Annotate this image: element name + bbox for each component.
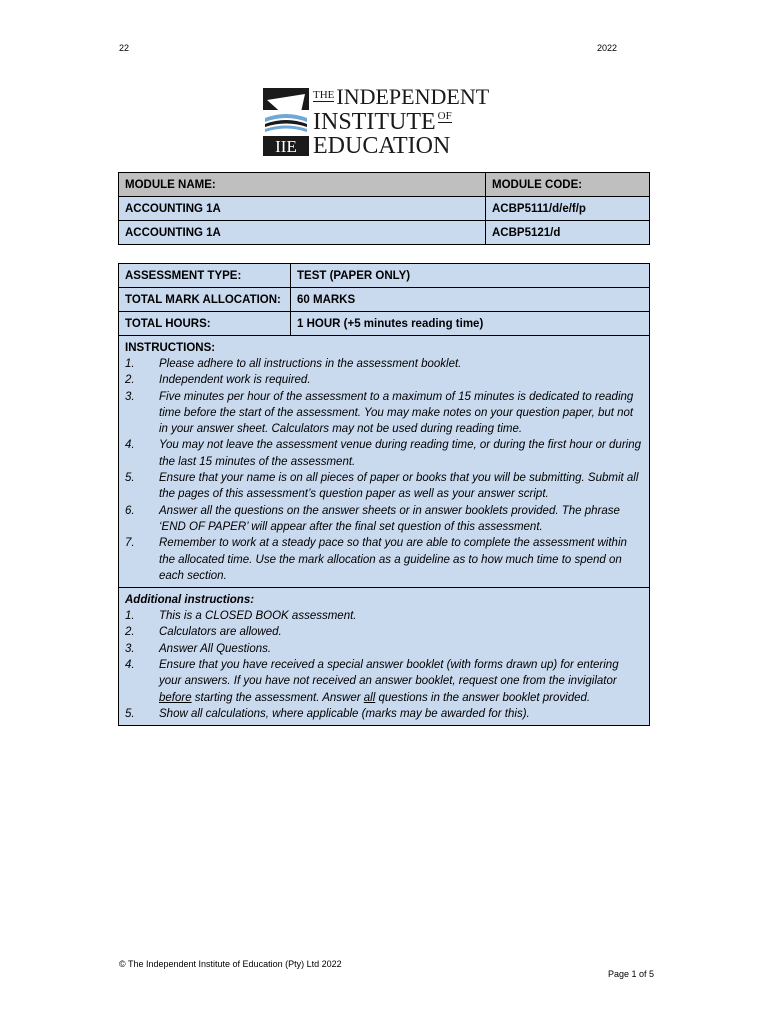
list-number: 5. bbox=[125, 707, 135, 720]
list-text: Independent work is required. bbox=[159, 374, 311, 387]
module-header-row bbox=[119, 173, 650, 197]
instructions-title: INSTRUCTIONS: bbox=[125, 342, 216, 354]
assessment-type-row bbox=[119, 264, 650, 288]
list-number: 2. bbox=[125, 626, 135, 639]
module-code-cell: ACBP5111/d/e/f/p bbox=[486, 197, 650, 221]
list-item bbox=[125, 372, 643, 388]
module-code-header: MODULE CODE: bbox=[486, 173, 650, 197]
list-number: 7. bbox=[125, 537, 135, 550]
list-number: 1. bbox=[125, 358, 135, 370]
mark-allocation-value: 60 MARKS bbox=[291, 288, 650, 312]
instructions-list bbox=[125, 356, 643, 584]
list-text: Remember to work at a steady pace so that you are able to complete the assessment within the allocated time. Use the mark allocation as a guideline as to how much time to spend on each section. bbox=[159, 537, 627, 582]
list-number: 6. bbox=[125, 504, 135, 517]
header-left: 22 bbox=[119, 43, 130, 53]
list-number: 1. bbox=[125, 610, 135, 623]
logo-line3: EDUCATION bbox=[313, 133, 451, 159]
mark-allocation-label: TOTAL MARK ALLOCATION: bbox=[119, 288, 291, 312]
mark-allocation-row bbox=[119, 288, 650, 312]
logo-the: THE bbox=[313, 89, 335, 101]
module-name-cell: ACCOUNTING 1A bbox=[119, 197, 486, 221]
module-name-cell: ACCOUNTING 1A bbox=[119, 221, 486, 245]
list-item bbox=[125, 657, 643, 706]
table-row bbox=[119, 221, 650, 245]
list-number: 5. bbox=[125, 472, 135, 485]
underlined-all: all bbox=[363, 691, 376, 704]
list-text: This is a CLOSED BOOK assessment. bbox=[159, 610, 357, 623]
footer-copyright: © The Independent Institute of Education (Pty) Ltd 2022 bbox=[119, 959, 342, 969]
iie-emblem-icon bbox=[263, 86, 309, 156]
module-table bbox=[118, 172, 650, 245]
list-item bbox=[125, 437, 643, 470]
list-item bbox=[125, 706, 643, 722]
additional-instructions-cell bbox=[119, 588, 650, 726]
additional-instructions-row bbox=[119, 588, 650, 726]
list-number: 4. bbox=[125, 439, 135, 452]
total-hours-label: TOTAL HOURS: bbox=[119, 312, 291, 336]
list-item bbox=[125, 624, 643, 640]
list-number: 3. bbox=[125, 390, 135, 403]
emblem-text: IIE bbox=[275, 137, 297, 156]
additional-instructions-title: Additional instructions: bbox=[125, 594, 255, 607]
list-item bbox=[125, 470, 643, 503]
list-item bbox=[125, 608, 643, 624]
list-text-b: starting the assessment. Answer bbox=[191, 691, 364, 704]
logo-line1: INDEPENDENT bbox=[336, 84, 490, 109]
header-right: 2022 bbox=[597, 43, 618, 53]
logo-line2: INSTITUTE bbox=[313, 109, 436, 135]
list-text: Show all calculations, where applicable (marks may be awarded for this). bbox=[159, 707, 530, 720]
list-item bbox=[125, 389, 643, 438]
module-code-cell: ACBP5121/d bbox=[486, 221, 650, 245]
list-text-c: questions in the answer booklet provided. bbox=[375, 691, 591, 704]
instructions-row bbox=[119, 336, 650, 588]
assessment-type-label: ASSESSMENT TYPE: bbox=[119, 264, 291, 288]
list-text: Ensure that your name is on all pieces of paper or books that you will be submitting. Submit all the pages of this assessment’s question paper as well as your answer script. bbox=[159, 472, 639, 501]
total-hours-value: 1 HOUR (+5 minutes reading time) bbox=[291, 312, 650, 336]
module-name-header: MODULE NAME: bbox=[119, 173, 486, 197]
assessment-type-value: TEST (PAPER ONLY) bbox=[291, 264, 650, 288]
list-text: Please adhere to all instructions in the assessment booklet. bbox=[159, 358, 462, 370]
list-item bbox=[125, 503, 643, 536]
list-number: 4. bbox=[125, 659, 135, 672]
list-text: You may not leave the assessment venue during reading time, or during the first hour or during the last 15 minutes of the assessment. bbox=[159, 439, 641, 468]
underlined-before: before bbox=[159, 691, 192, 704]
list-text: Answer all the questions on the answer sheets or in answer booklets provided. The phrase ‘END OF PAPER’ will appear after the final set question of this assessment. bbox=[159, 504, 620, 533]
list-number: 2. bbox=[125, 374, 135, 387]
list-text: Calculators are allowed. bbox=[159, 626, 282, 639]
footer-page-number: Page 1 of 5 bbox=[608, 969, 655, 979]
list-item bbox=[125, 356, 643, 372]
list-text-a: Ensure that you have received a special answer booklet (with forms drawn up) for entering your answers. If you have not received an answer booklet, request one from the invigilator bbox=[159, 659, 619, 688]
list-text: Answer All Questions. bbox=[159, 642, 272, 655]
assessment-table bbox=[118, 263, 650, 726]
table-row bbox=[119, 197, 650, 221]
list-text: Five minutes per hour of the assessment to a maximum of 15 minutes is dedicated to reading time before the start of the assessment. You may make notes on your question paper, but not in your answer sheet. Calculators may not be used during reading time. bbox=[159, 390, 634, 436]
iie-logo bbox=[263, 84, 507, 159]
logo-of: OF bbox=[437, 110, 452, 122]
list-item bbox=[125, 535, 643, 584]
instructions-cell bbox=[119, 336, 650, 588]
total-hours-row bbox=[119, 312, 650, 336]
additional-instructions-list bbox=[125, 608, 643, 722]
list-item bbox=[125, 641, 643, 657]
list-number: 3. bbox=[125, 642, 135, 655]
